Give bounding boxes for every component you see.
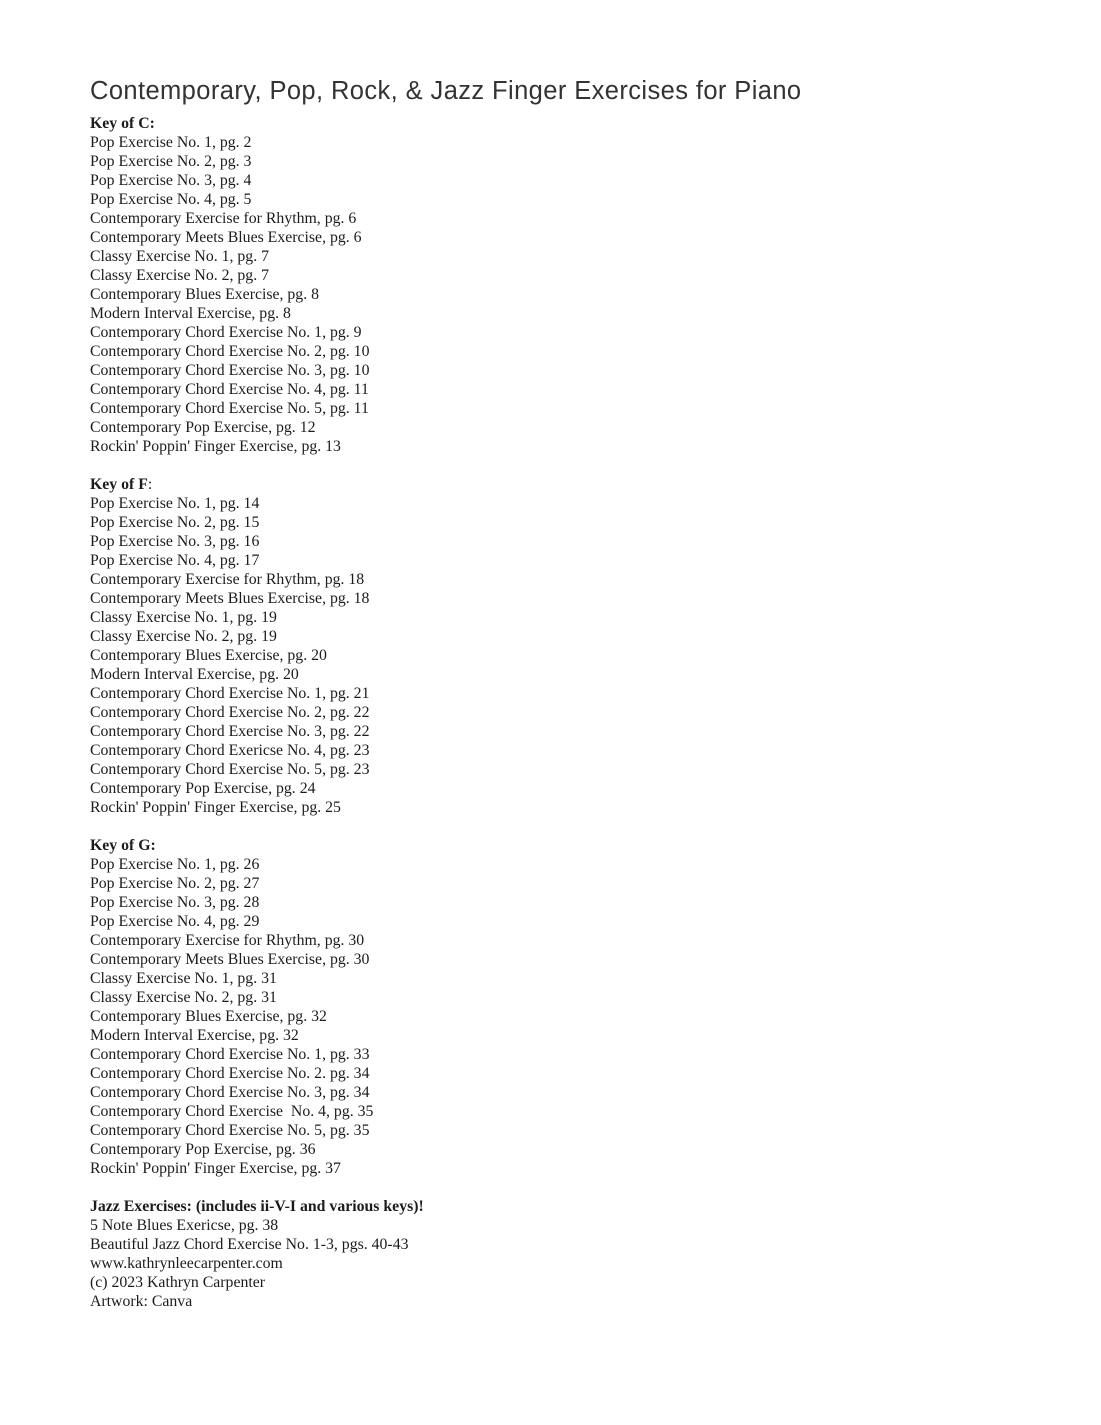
section-heading-tail: : bbox=[147, 476, 153, 493]
toc-item: Pop Exercise No. 3, pg. 28 bbox=[90, 894, 260, 911]
toc-section bbox=[90, 114, 1041, 456]
toc-item: Rockin' Poppin' Finger Exercise, pg. 25 bbox=[90, 799, 341, 816]
toc-item: Beautiful Jazz Chord Exercise No. 1-3, pgs. 40-43 bbox=[90, 1236, 409, 1253]
toc-item: Contemporary Chord Exercise No. 1, pg. 33 bbox=[90, 1046, 370, 1063]
toc-item: Contemporary Chord Exercise No. 5, pg. 11 bbox=[90, 400, 369, 417]
section-item-list bbox=[90, 1216, 1041, 1311]
section-heading-bold: Key of F bbox=[90, 476, 148, 493]
toc-item: Contemporary Meets Blues Exercise, pg. 30 bbox=[90, 951, 370, 968]
toc-item: Classy Exercise No. 2, pg. 19 bbox=[90, 628, 277, 645]
toc-item: Contemporary Pop Exercise, pg. 12 bbox=[90, 419, 316, 436]
toc-item: Classy Exercise No. 2, pg. 31 bbox=[90, 989, 277, 1006]
toc-item: Contemporary Blues Exercise, pg. 20 bbox=[90, 647, 327, 664]
toc-item: Contemporary Exercise for Rhythm, pg. 30 bbox=[90, 932, 365, 949]
page-title: Contemporary, Pop, Rock, & Jazz Finger Exercises for Piano bbox=[90, 77, 802, 105]
toc-item: Contemporary Chord Exercise No. 3, pg. 10 bbox=[90, 362, 370, 379]
toc-item: 5 Note Blues Exericse, pg. 38 bbox=[90, 1217, 279, 1234]
toc-item: Pop Exercise No. 1, pg. 26 bbox=[90, 856, 260, 873]
toc-item: Pop Exercise No. 4, pg. 5 bbox=[90, 191, 252, 208]
toc-item: Pop Exercise No. 2, pg. 27 bbox=[90, 875, 260, 892]
toc-item: (c) 2023 Kathryn Carpenter bbox=[90, 1274, 266, 1291]
toc-item: Contemporary Chord Exercise No. 5, pg. 23 bbox=[90, 761, 370, 778]
section-item-list bbox=[90, 855, 1041, 1178]
toc-item: Contemporary Chord Exericse No. 4, pg. 23 bbox=[90, 742, 370, 759]
toc-item: Contemporary Exercise for Rhythm, pg. 6 bbox=[90, 210, 357, 227]
toc-item: www.kathrynleecarpenter.com bbox=[90, 1255, 283, 1272]
toc-item: Rockin' Poppin' Finger Exercise, pg. 37 bbox=[90, 1160, 341, 1177]
toc-item: Contemporary Chord Exercise No. 4, pg. 35 bbox=[90, 1103, 374, 1120]
toc-item: Classy Exercise No. 2, pg. 7 bbox=[90, 267, 270, 284]
toc-item: Pop Exercise No. 4, pg. 17 bbox=[90, 552, 260, 569]
toc-item: Contemporary Blues Exercise, pg. 32 bbox=[90, 1008, 327, 1025]
section-item-list bbox=[90, 494, 1041, 817]
toc-item: Contemporary Chord Exercise No. 5, pg. 35 bbox=[90, 1122, 370, 1139]
toc-section bbox=[90, 1197, 1041, 1311]
toc-item: Classy Exercise No. 1, pg. 19 bbox=[90, 609, 277, 626]
toc-item: Contemporary Chord Exercise No. 2. pg. 34 bbox=[90, 1065, 370, 1082]
toc-item: Contemporary Blues Exercise, pg. 8 bbox=[90, 286, 320, 303]
toc-item: Classy Exercise No. 1, pg. 31 bbox=[90, 970, 277, 987]
toc-item: Contemporary Exercise for Rhythm, pg. 18 bbox=[90, 571, 365, 588]
section-heading-bold: Jazz Exercises: (includes ii-V-I and various keys)! bbox=[90, 1198, 424, 1215]
toc-item: Modern Interval Exercise, pg. 32 bbox=[90, 1027, 299, 1044]
toc-item: Pop Exercise No. 3, pg. 4 bbox=[90, 172, 252, 189]
toc-item: Modern Interval Exercise, pg. 8 bbox=[90, 305, 291, 322]
toc-item: Contemporary Chord Exercise No. 3, pg. 34 bbox=[90, 1084, 370, 1101]
table-of-contents bbox=[90, 114, 1041, 1311]
toc-item: Contemporary Meets Blues Exercise, pg. 18 bbox=[90, 590, 370, 607]
section-heading-bold: Key of C: bbox=[90, 115, 155, 132]
section-heading bbox=[90, 1197, 1041, 1216]
toc-item: Contemporary Chord Exercise No. 2, pg. 10 bbox=[90, 343, 370, 360]
toc-section bbox=[90, 475, 1041, 817]
toc-item: Contemporary Chord Exercise No. 4, pg. 11 bbox=[90, 381, 369, 398]
toc-item: Contemporary Meets Blues Exercise, pg. 6 bbox=[90, 229, 362, 246]
toc-item: Pop Exercise No. 1, pg. 2 bbox=[90, 134, 252, 151]
section-heading bbox=[90, 114, 1041, 133]
toc-item: Contemporary Chord Exercise No. 2, pg. 22 bbox=[90, 704, 370, 721]
toc-section bbox=[90, 836, 1041, 1178]
toc-item: Pop Exercise No. 4, pg. 29 bbox=[90, 913, 260, 930]
toc-item: Pop Exercise No. 2, pg. 15 bbox=[90, 514, 260, 531]
section-heading bbox=[90, 475, 1041, 494]
toc-item: Contemporary Chord Exercise No. 1, pg. 21 bbox=[90, 685, 370, 702]
toc-item: Pop Exercise No. 1, pg. 14 bbox=[90, 495, 260, 512]
section-heading-bold: Key of G: bbox=[90, 837, 156, 854]
toc-item: Contemporary Chord Exercise No. 3, pg. 22 bbox=[90, 723, 370, 740]
section-heading bbox=[90, 836, 1041, 855]
toc-item: Rockin' Poppin' Finger Exercise, pg. 13 bbox=[90, 438, 341, 455]
toc-item: Pop Exercise No. 2, pg. 3 bbox=[90, 153, 252, 170]
section-item-list bbox=[90, 133, 1041, 456]
toc-item: Contemporary Chord Exercise No. 1, pg. 9 bbox=[90, 324, 362, 341]
toc-item: Classy Exercise No. 1, pg. 7 bbox=[90, 248, 270, 265]
toc-item: Contemporary Pop Exercise, pg. 36 bbox=[90, 1141, 316, 1158]
toc-item: Pop Exercise No. 3, pg. 16 bbox=[90, 533, 260, 550]
toc-item: Artwork: Canva bbox=[90, 1293, 193, 1310]
toc-item: Modern Interval Exercise, pg. 20 bbox=[90, 666, 299, 683]
toc-item: Contemporary Pop Exercise, pg. 24 bbox=[90, 780, 316, 797]
